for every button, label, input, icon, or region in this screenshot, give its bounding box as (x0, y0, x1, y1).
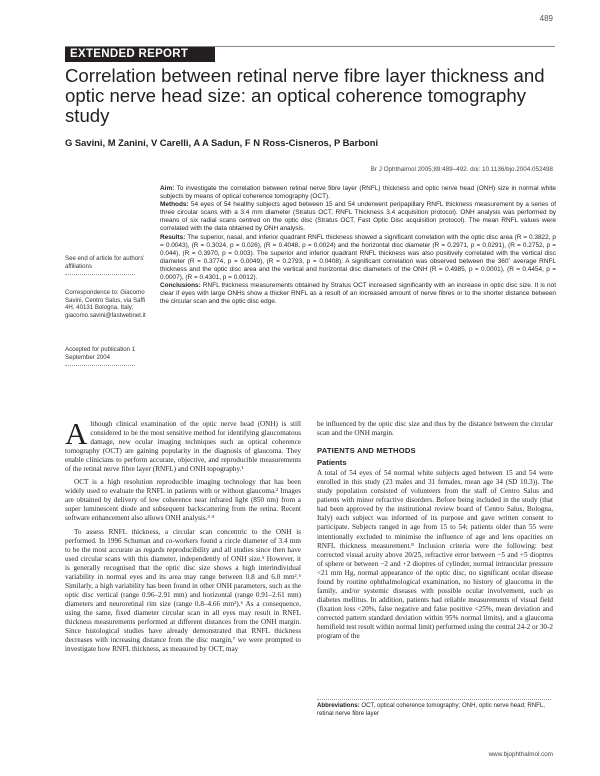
abstract-conclusions (160, 282, 556, 306)
right-column (317, 420, 553, 645)
abbreviations (317, 702, 557, 718)
conclusions-text: RNFL thickness measurements obtained by Stratus OCT increased significantly with an increase in optic disc size. It is not clear if eyes with large ONHs show a thicker RNFL as a result of an increased amount of nerve fibres or to the shorter distance between the circular scan and the optic disc edge. (160, 282, 556, 306)
abbreviations-label: Abbreviations: (317, 702, 360, 709)
affiliations-note[interactable]: See end of article for authors' affiliations (65, 255, 145, 270)
results-label: Results: (160, 233, 186, 241)
intro-text: lthough clinical examination of the optic nerve head (ONH) is still considered to be the most sensitive method for identifying glaucomatous damage, new ocular imaging techniques such as optical coherence tomography (OCT) are gaining popularity in the diagnosis of glaucoma. They enable clinicians to perform accurate, objective, and reproducible measurements of the retinal nerve fibre layer (RNFL) and ONH topography.¹ (65, 420, 301, 474)
authors: G Savini, M Zanini, V Carelli, A A Sadun, F N Ross-Cisneros, P Barboni (65, 137, 379, 148)
sidebar-divider (65, 274, 135, 275)
article-title: Correlation between retinal nerve fibre layer thickness and optic nerve head size: an optical coherence tomography study (65, 65, 545, 126)
subsection-heading: Patients (317, 458, 347, 468)
citation: Br J Ophthalmol 2005;89:489–492. doi: 10.1136/bjo.2004.052498 (370, 166, 553, 173)
aim-text: To investigate the correlation between retinal nerve fibre layer (RNFL) thickness and optic nerve head (ONH) size in normal white subjects by means of optical coherence tomography (OCT). (160, 185, 556, 201)
aim-label: Aim: (160, 185, 175, 192)
abstract-results (160, 234, 556, 283)
abstract-methods (160, 201, 556, 233)
methods-label: Methods: (160, 201, 189, 209)
section-heading: PATIENTS AND METHODS (317, 446, 416, 456)
conclusions-label: Conclusions: (160, 282, 201, 290)
body-paragraph: be influenced by the optic disc size and thus by the distance between the circular scan and the ONH margin. (317, 420, 553, 438)
abbreviations-text: OCT, optical coherence tomography; ONH, optic nerve head; RNFL, retinal nerve fibre layer (317, 702, 545, 717)
sidebar-divider (65, 365, 135, 366)
section-banner: EXTENDED REPORT (65, 47, 215, 62)
body-paragraph: A total of 54 eyes of 54 normal white subjects aged between 15 and 54 were enrolled in this study (23 males and 31 females, mean age 34 (SD 10.3)). The study population consisted of volunteers from the staff of Centro Salus and patients with minor refractive disorders. Before being included in the study (that had been approved by the institutional review board of Centro Salus, Bologna, Italy) each subject was informed of its purpose and gave written consent to participate. Subjects ranged in age from 15 to 54; patients older than 55 were intentionally excluded to minimise the influence of age and lens opacities on RNFL thickness measurement.⁸ Inclusion criteria were the following: best corrected visual acuity above 20/25, refractive error between −5 and +5 dioptres of sphere or between −2 and +2 dioptres of cylinder, normal intraocular pressure <21 mm Hg, normal appearance of the optic disc, no significant ocular disease found by routine ophthalmological examination, no history of glaucoma in the family, and/or systemic diseases with possible ocular involvement, such as diabetes mellitus. In addition, patients had reliable measurements of visual field (fixation loss <20%, false negative and false positive <25%, mean deviation and corrected pattern standard deviation within 95% normal limits), and a glaucoma hemifield test result within normal limit) performed using the central 24-2 or 30-2 program of the (317, 469, 553, 641)
body-paragraph: To assess RNFL thickness, a circular scan concentric to the ONH is performed. In 1996 Schuman and co-workers found a circle diameter of 3.4 mm to be the most accurate as regards reproducibility and all studies since then have used circular scans with this diameter, independently of ONH size.⁵ However, it is generally recognised that the optic disc size shows a high interindividual variability in normal eyes and its area may range between 0.8 and 6.0 mm².⁶ Similarly, a high variability has been found in other ONH parameters, such as the optic disc vertical (range 0.96–2.91 mm) and horizontal (range 0.91–2.61 mm) diameters and neuroretinal rim size (range 0.8–4.66 mm²).⁶ As a consequence, using the same, fixed diameter circular scan in all eyes may result in RNFL thickness measurements performed at different distances from the ONH margin. Since histological studies have already demonstrated that RNFL thickness decreases with increasing distance from the disc margin,⁷ we were prompted to investigate how RNFL thickness, as measured by OCT, may (65, 527, 301, 654)
methods-text: 54 eyes of 54 healthy subjects aged between 15 and 54 underwent peripapillary RNFL thickness measurement by a series of three circular scans with a 3.4 mm diameter (Stratus OCT, RNFL Thickness 3.4 acquisition protocol). ONH analysis was performed by means of six radial scans centred on the optic disc (Stratus OCT, Fast Optic Disc acquisition protocol). The mean RNFL values were correlated with the data obtained by ONH analysis. (160, 201, 556, 233)
results-text: The superior, nasal, and inferior quadrant RNFL thickness showed a significant correlation with the optic disc area (R = 0.3822, p = 0.0043), (R = 0.3024, p = 0.026), (R = 0.4048, p = 0.0024) and the horizontal disc diameter (R = 0.2971, p = 0.0291), (R = 0.2752, p = 0.044), (R = 0.3970, p = 0.003). The superior and inferior quadrant RNFL thickness was also positively correlated with the vertical disc diameter (R = 0.3774, p = 0.0049), (R = 0.2793, p = 0.0408). A significant correlation was observed between the 360˚ average RNFL thickness and the optic disc area and the vertical and horizontal disc diameters of the ONH (R = 0.4985, p = 0.0001), (R = 0.4454, p = 0.0007), (R = 0.4301, p = 0.0012). (160, 233, 556, 282)
intro-paragraph (65, 416, 301, 474)
abstract (160, 185, 556, 306)
page-number: 489 (539, 14, 553, 23)
left-column (65, 416, 301, 658)
drop-cap: A (65, 416, 88, 451)
accepted-date: Accepted for publication 1 September 2004 (65, 346, 136, 361)
body-paragraph: OCT is a high resolution reproducible imaging technology that has been widely used to evaluate the RNFL in patients with or without glaucoma.² Images are obtained by delivery of low coherence near infrared light (850 nm) from a super luminescent diode and subsequent backscattering from the retina. Recent software enhancement also allows ONH analysis.³ ⁴ (65, 478, 301, 523)
abstract-aim (160, 185, 556, 201)
journal-url[interactable]: www.bjophthalmol.com (488, 751, 553, 758)
correspondence: Correspondence to: Giacomo Savini, Centro Salus, via Saffi 4H, 40131 Bologna, Italy; giacomo.savini@fastwebnet.it (65, 289, 146, 319)
abbreviations-divider (317, 699, 551, 700)
